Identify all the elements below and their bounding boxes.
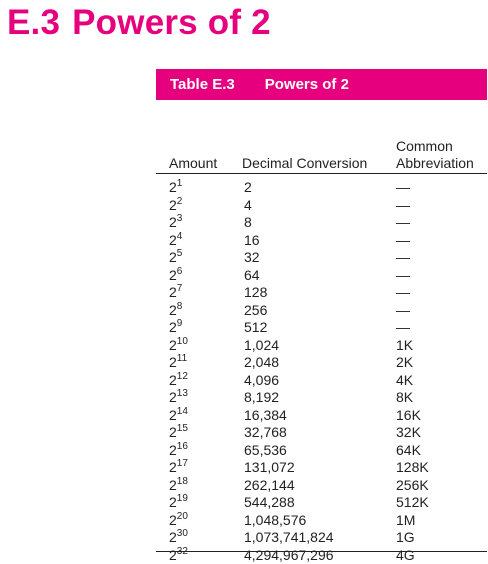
amount-exponent: 5	[177, 248, 183, 259]
table-row	[156, 354, 487, 372]
amount-exponent: 6	[177, 266, 183, 277]
table-row	[156, 547, 487, 564]
amount-exponent: 15	[177, 423, 188, 434]
decimal-cell: 65,536	[244, 442, 287, 460]
amount-exponent: 4	[177, 231, 183, 242]
amount-base: 2	[169, 179, 177, 195]
table-row	[156, 284, 487, 302]
table-row	[156, 267, 487, 285]
decimal-cell: 4,294,967,296	[244, 547, 334, 564]
decimal-cell: 256	[244, 302, 267, 320]
amount-cell	[169, 354, 187, 372]
table-row	[156, 424, 487, 442]
abbreviation-cell: 1M	[396, 512, 415, 530]
amount-exponent: 7	[177, 283, 183, 294]
table-row	[156, 459, 487, 477]
abbreviation-cell: 128K	[396, 459, 429, 477]
table-row	[156, 319, 487, 337]
amount-cell	[169, 424, 188, 442]
table-body	[156, 174, 487, 564]
table-caption-banner	[156, 69, 487, 100]
abbreviation-cell: —	[396, 249, 410, 267]
abbreviation-cell: —	[396, 319, 410, 337]
amount-exponent: 3	[177, 213, 183, 224]
amount-base: 2	[169, 284, 177, 300]
section-heading	[7, 0, 271, 46]
amount-cell	[169, 197, 182, 215]
decimal-cell: 2,048	[244, 354, 279, 372]
abbreviation-cell: 512K	[396, 494, 429, 512]
amount-cell	[169, 249, 182, 267]
column-header-decimal: Decimal Conversion	[242, 155, 367, 172]
amount-base: 2	[169, 302, 177, 318]
amount-base: 2	[169, 197, 177, 213]
amount-base: 2	[169, 372, 177, 388]
amount-cell	[169, 337, 188, 355]
decimal-cell: 32,768	[244, 424, 287, 442]
decimal-cell: 512	[244, 319, 267, 337]
powers-table	[156, 69, 487, 564]
decimal-cell: 16,384	[244, 407, 287, 425]
amount-exponent: 30	[177, 528, 188, 539]
amount-base: 2	[169, 459, 177, 475]
abbreviation-cell: —	[396, 284, 410, 302]
amount-exponent: 11	[177, 353, 187, 364]
amount-exponent: 8	[177, 301, 183, 312]
column-header-abbreviation-line1: Common	[396, 138, 453, 155]
amount-cell	[169, 547, 188, 564]
amount-base: 2	[169, 232, 177, 248]
amount-cell	[169, 494, 188, 512]
amount-base: 2	[169, 442, 177, 458]
amount-cell	[169, 407, 188, 425]
abbreviation-cell: 8K	[396, 389, 413, 407]
table-title: Powers of 2	[265, 76, 349, 93]
table-row	[156, 372, 487, 390]
amount-cell	[169, 267, 182, 285]
amount-cell	[169, 214, 182, 232]
table-row	[156, 529, 487, 547]
amount-exponent: 2	[177, 196, 183, 207]
section-number: E.3	[7, 3, 60, 42]
table-row	[156, 249, 487, 267]
amount-base: 2	[169, 249, 177, 265]
table-row	[156, 442, 487, 460]
amount-base: 2	[169, 424, 177, 440]
table-row	[156, 232, 487, 250]
amount-exponent: 17	[177, 458, 188, 469]
amount-base: 2	[169, 319, 177, 335]
amount-exponent: 14	[177, 406, 188, 417]
amount-cell	[169, 232, 182, 250]
amount-cell	[169, 389, 188, 407]
amount-base: 2	[169, 529, 177, 545]
decimal-cell: 64	[244, 267, 260, 285]
decimal-cell: 544,288	[244, 494, 295, 512]
amount-cell	[169, 512, 188, 530]
table-row	[156, 214, 487, 232]
amount-cell	[169, 302, 182, 320]
decimal-cell: 1,048,576	[244, 512, 306, 530]
table-row	[156, 179, 487, 197]
abbreviation-cell: 32K	[396, 424, 421, 442]
table-bottom-rule	[156, 551, 487, 552]
amount-base: 2	[169, 477, 177, 493]
amount-exponent: 12	[177, 371, 188, 382]
abbreviation-cell: 1G	[396, 529, 415, 547]
amount-base: 2	[169, 389, 177, 405]
amount-base: 2	[169, 547, 177, 563]
abbreviation-cell: 64K	[396, 442, 421, 460]
abbreviation-cell: —	[396, 302, 410, 320]
table-row	[156, 389, 487, 407]
amount-base: 2	[169, 267, 177, 283]
table-label: Table E.3	[170, 76, 235, 93]
amount-cell	[169, 372, 188, 390]
table-row	[156, 337, 487, 355]
decimal-cell: 32	[244, 249, 260, 267]
amount-cell	[169, 319, 182, 337]
decimal-cell: 8	[244, 214, 252, 232]
abbreviation-cell: 4G	[396, 547, 415, 564]
decimal-cell: 262,144	[244, 477, 295, 495]
abbreviation-cell: 1K	[396, 337, 413, 355]
amount-base: 2	[169, 354, 177, 370]
amount-exponent: 32	[177, 546, 188, 557]
amount-base: 2	[169, 494, 177, 510]
amount-base: 2	[169, 337, 177, 353]
decimal-cell: 8,192	[244, 389, 279, 407]
amount-exponent: 13	[177, 388, 188, 399]
amount-exponent: 18	[177, 476, 188, 487]
abbreviation-cell: 2K	[396, 354, 413, 372]
amount-exponent: 1	[177, 178, 183, 189]
decimal-cell: 4,096	[244, 372, 279, 390]
amount-cell	[169, 284, 182, 302]
table-row	[156, 197, 487, 215]
amount-cell	[169, 477, 188, 495]
decimal-cell: 128	[244, 284, 267, 302]
amount-base: 2	[169, 214, 177, 230]
section-title: Powers of 2	[72, 3, 271, 42]
table-row	[156, 512, 487, 530]
abbreviation-cell: —	[396, 267, 410, 285]
column-header-amount: Amount	[169, 155, 217, 172]
table-row	[156, 407, 487, 425]
amount-exponent: 10	[177, 336, 188, 347]
abbreviation-cell: —	[396, 197, 410, 215]
amount-exponent: 20	[177, 511, 188, 522]
abbreviation-cell: 256K	[396, 477, 429, 495]
decimal-cell: 1,073,741,824	[244, 529, 334, 547]
amount-cell	[169, 442, 188, 460]
amount-cell	[169, 459, 188, 477]
decimal-cell: 1,024	[244, 337, 279, 355]
table-row	[156, 477, 487, 495]
abbreviation-cell: —	[396, 214, 410, 232]
abbreviation-cell: —	[396, 232, 410, 250]
abbreviation-cell: 16K	[396, 407, 421, 425]
table-header	[156, 100, 487, 174]
decimal-cell: 2	[244, 179, 252, 197]
amount-exponent: 19	[177, 493, 188, 504]
amount-exponent: 16	[177, 441, 188, 452]
amount-exponent: 9	[177, 318, 183, 329]
abbreviation-cell: 4K	[396, 372, 413, 390]
decimal-cell: 131,072	[244, 459, 295, 477]
table-row	[156, 302, 487, 320]
abbreviation-cell: —	[396, 179, 410, 197]
decimal-cell: 16	[244, 232, 260, 250]
amount-base: 2	[169, 407, 177, 423]
amount-cell	[169, 179, 182, 197]
table-row	[156, 494, 487, 512]
amount-base: 2	[169, 512, 177, 528]
column-header-abbreviation-line2: Abbreviation	[396, 155, 474, 172]
amount-cell	[169, 529, 188, 547]
decimal-cell: 4	[244, 197, 252, 215]
